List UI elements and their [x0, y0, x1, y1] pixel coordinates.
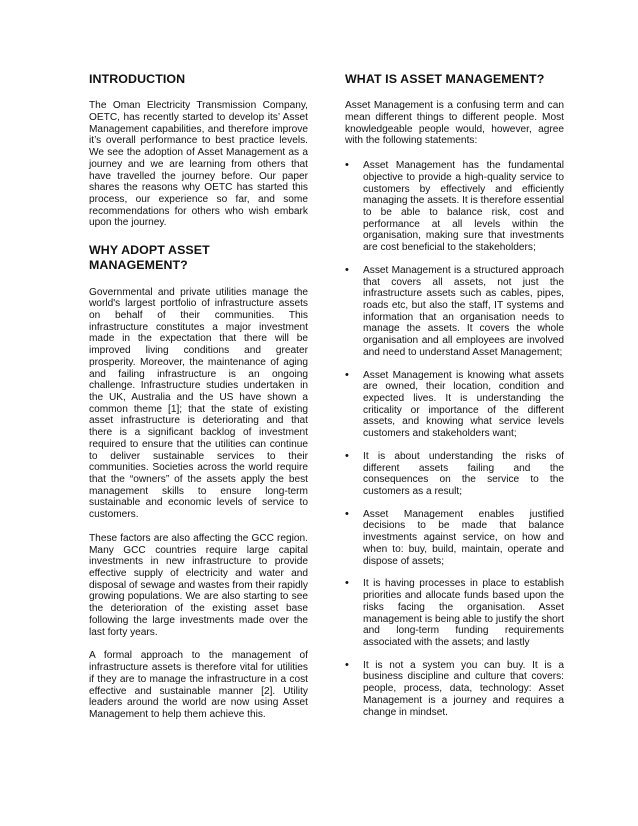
list-item-text: It is not a system you can buy. It is a business discipline and culture that covers: people, process, data, technology: Asset Management is a journey and requires a change in mindset.	[363, 659, 564, 718]
bullet-icon: •	[345, 577, 349, 590]
list-item-text: Asset Management is knowing what assets are owned, their location, condition and expected lives. It is understanding the criticality or importance of the different assets, and knowing what service levels customers and stakeholders want;	[363, 369, 564, 440]
list-item	[345, 451, 564, 498]
introduction-heading: INTRODUCTION	[89, 72, 186, 86]
what-is-heading: WHAT IS ASSET MANAGEMENT?	[345, 72, 545, 86]
list-item	[345, 370, 564, 440]
what-intro-paragraph: Asset Management is a confusing term and can mean different things to different people. Most knowledgeable people would, however, agree with the following statements:	[345, 100, 564, 147]
list-item-text: Asset Management has the fundamental objective to provide a high-quality service to customers by effectively and efficiently managing the assets. It is therefore essential to be able to balance risk, cost and performance at all levels within the organisation, making sure that investments are cost beneficial to the stakeholders;	[363, 160, 564, 254]
why-paragraph-1: Governmental and private utilities manage the world's largest portfolio of infrastructure assets on behalf of their communities. This infrastructure constitutes a major investment made in the expectation that there will be improved living conditions and greater prosperity. Moreover, the maintenance of aging and failing infrastructure is an ongoing challenge. Infrastructure studies undertaken in the UK, Australia and the US have shown a common theme [1]; that the state of existing asset infrastructure is deteriorating and that there is a significant backlog of investment required to ensure that the utilities can continue to deliver sustainable services to their communities. Societies across the world require that the “owners” of the assets apply the best management skills to ensure long-term sustainable and economic levels of service to customers.	[89, 286, 308, 521]
bullet-icon: •	[345, 368, 349, 381]
list-item-text: Asset Management is a structured approach that covers all assets, not just the infrastructure assets such as cables, pipes, roads etc, but also the staff, IT systems and information that an organisation needs to manage the assets. It covers the whole organisation and all employees are involved and need to understand Asset Management;	[363, 264, 564, 358]
list-item	[345, 265, 564, 359]
why-adopt-heading: WHY ADOPT ASSET MANAGEMENT?	[89, 243, 210, 273]
introduction-paragraph: The Oman Electricity Transmission Company, OETC, has recently started to develop its’ Asset Management capabilities, and therefore improve it’s overall performance to best practice levels. We see the adoption of Asset Management as a journey and we are learning from others that have travelled the journey before. Our paper shares the reasons why OETC has started this process, our experience so far, and some recommendations for others who wish embark upon the journey.	[89, 100, 308, 229]
left-column	[89, 72, 308, 721]
bullet-icon: •	[345, 159, 349, 172]
statement-list	[345, 160, 564, 718]
why-paragraph-3: A formal approach to the management of infrastructure assets is therefore vital for utilities if they are to manage the infrastructure in a cost effective and sustainable manner [2]. Utility leaders around the world are now using Asset Management to help them achieve this.	[89, 650, 308, 720]
list-item-text: It is about understanding the risks of different assets failing and the consequences on the service to the customers as a result;	[363, 450, 564, 498]
bullet-icon: •	[345, 449, 349, 462]
bullet-icon: •	[345, 507, 349, 520]
list-item	[345, 578, 564, 648]
list-item	[345, 160, 564, 254]
list-item-text: It is having processes in place to establish priorities and allocate funds based upon the risks facing the organisation. Asset management is being able to justify the short and long-term funding requirements associated with the assets; and lastly	[363, 578, 564, 648]
list-item	[345, 660, 564, 719]
why-paragraph-2: These factors are also affecting the GCC region. Many GCC countries require large capital investments in new infrastructure to provide effective supply of electricity and water and disposal of sewage and wastes from their rapidly growing populations. We are also starting to see the deterioration of the existing asset base following the large investments made over the last forty years.	[89, 532, 308, 638]
list-item	[345, 509, 564, 568]
list-item-text: Asset Management enables justified decisions to be made that balance investments against service, on how and when to: buy, build, maintain, operate and dispose of assets;	[363, 508, 564, 567]
bullet-icon: •	[345, 658, 349, 671]
bullet-icon: •	[345, 263, 349, 276]
right-column	[345, 72, 564, 718]
